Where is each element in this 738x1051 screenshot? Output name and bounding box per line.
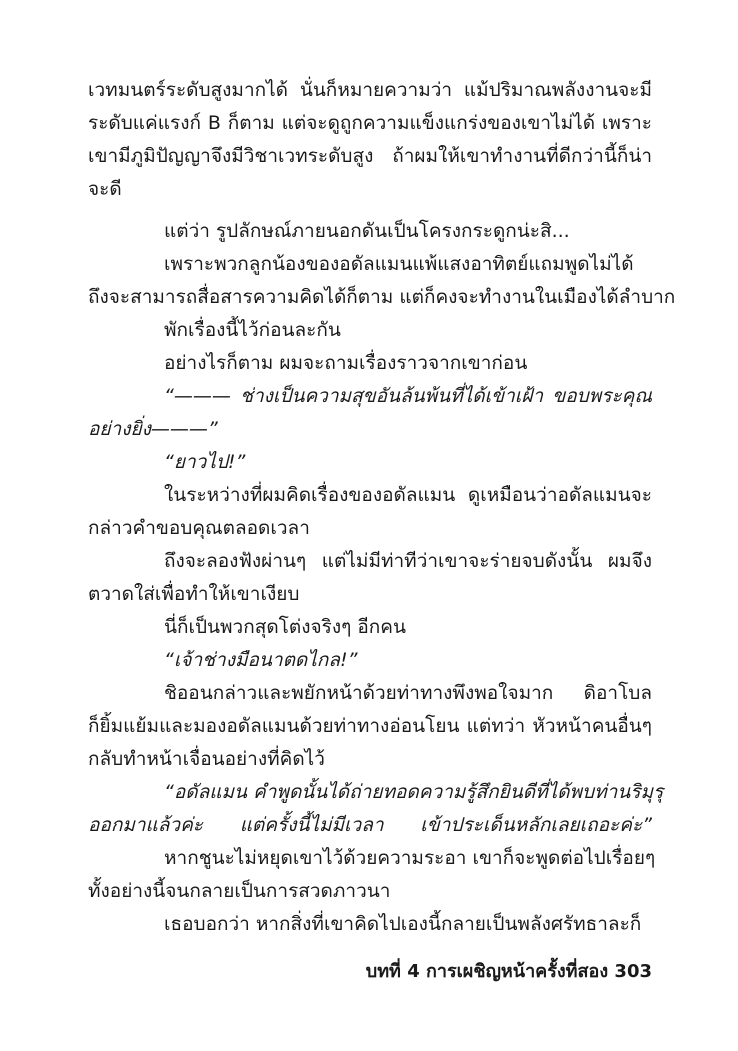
dialogue-line-11: อย่างยิ่ง———” bbox=[88, 418, 218, 440]
page-footer bbox=[340, 957, 652, 987]
text-line-24: หากชูนะไม่หยุดเขาไว้ด้วยความระอา เขาก็จะพูดต่อไปเรื่อยๆ bbox=[164, 847, 656, 869]
text-line-15: ถึงจะลองฟังผ่านๆ แต่ไม่มีท่าทีว่าเขาจะร่ายจบดังนั้น ผมจึง bbox=[164, 550, 652, 572]
text-line-8: พักเรื่องนี้ไว้ก่อนละกัน bbox=[164, 319, 341, 341]
text-line-9: อย่างไรก็ตาม ผมจะถามเรื่องราวจากเขาก่อน bbox=[164, 352, 528, 374]
text-line-3: เขามีภูมิปัญญาจึงมีวิชาเวทระดับสูง ถ้าผมให้เขาทำงานที่ดีกว่านี้ก็น่า bbox=[88, 145, 652, 167]
text-line-13: ในระหว่างที่ผมคิดเรื่องของอดัลแมน ดูเหมือนว่าอดัลแมนจะ bbox=[164, 484, 652, 506]
text-line-20: ก็ยิ้มแย้มและมองอดัลแมนด้วยท่าทางอ่อนโยน แต่ทว่า หัวหน้าคนอื่นๆ bbox=[88, 715, 652, 737]
text-line-16: ตวาดใส่เพื่อทำให้เขาเงียบ bbox=[88, 583, 300, 605]
chapter-title: บทที่ 4 การเผชิญหน้าครั้งที่สอง bbox=[365, 961, 609, 982]
text-line-26: เธอบอกว่า หากสิ่งที่เขาคิดไปเองนี้กลายเป็นพลังศรัทธาละก็ bbox=[164, 913, 642, 935]
text-line-4: จะดี bbox=[88, 178, 122, 200]
dialogue-line-22: “อดัลแมน คำพูดนั้นได้ถ่ายทอดความรู้สึกยินดีที่ได้พบท่านริมุรุ bbox=[164, 781, 664, 803]
text-line-17: นี่ก็เป็นพวกสุดโต่งจริงๆ อีกคน bbox=[164, 616, 406, 638]
dialogue-line-23: ออกมาแล้วค่ะ แต่ครั้งนี้ไม่มีเวลา เข้าประเด็นหลักเลยเถอะค่ะ” bbox=[88, 814, 652, 836]
dialogue-line-18: “เจ้าช่างมือนาตดไกล!” bbox=[164, 649, 358, 671]
text-line-7: ถึงจะสามารถสื่อสารความคิดได้ก็ตาม แต่ก็คงจะทำงานในเมืองได้ลำบาก bbox=[88, 286, 676, 308]
text-line-5: แต่ว่า รูปลักษณ์ภายนอกดันเป็นโครงกระดูกน่ะสิ... bbox=[164, 220, 570, 242]
text-line-2: ระดับแค่แรงก์ B ก็ตาม แต่จะดูถูกความแข็งแกร่งของเขาไม่ได้ เพราะ bbox=[88, 112, 652, 134]
text-line-21: กลับทำหน้าเจื่อนอย่างที่คิดไว้ bbox=[88, 748, 325, 770]
dialogue-line-10: “——— ช่างเป็นความสุขอันล้นพ้นที่ได้เข้าเฝ้า ขอบพระคุณ bbox=[164, 385, 652, 407]
text-line-19: ชิออนกล่าวและพยักหน้าด้วยท่าทางพึงพอใจมาก ดิอาโบล bbox=[164, 682, 652, 704]
text-line-6: เพราะพวกลูกน้องของอดัลแมนแพ้แสงอาทิตย์แถมพูดไม่ได้ bbox=[164, 253, 634, 275]
text-line-14: กล่าวคำขอบคุณตลอดเวลา bbox=[88, 517, 310, 539]
page-number: 303 bbox=[614, 961, 652, 982]
text-line-25: ทั้งอย่างนี้จนกลายเป็นการสวดภาวนา bbox=[88, 880, 391, 902]
text-line-1: เวทมนตร์ระดับสูงมากได้ นั่นก็หมายความว่า แม้ปริมาณพลังงานจะมี bbox=[88, 79, 652, 101]
dialogue-line-12: “ยาวไป!” bbox=[164, 451, 246, 473]
